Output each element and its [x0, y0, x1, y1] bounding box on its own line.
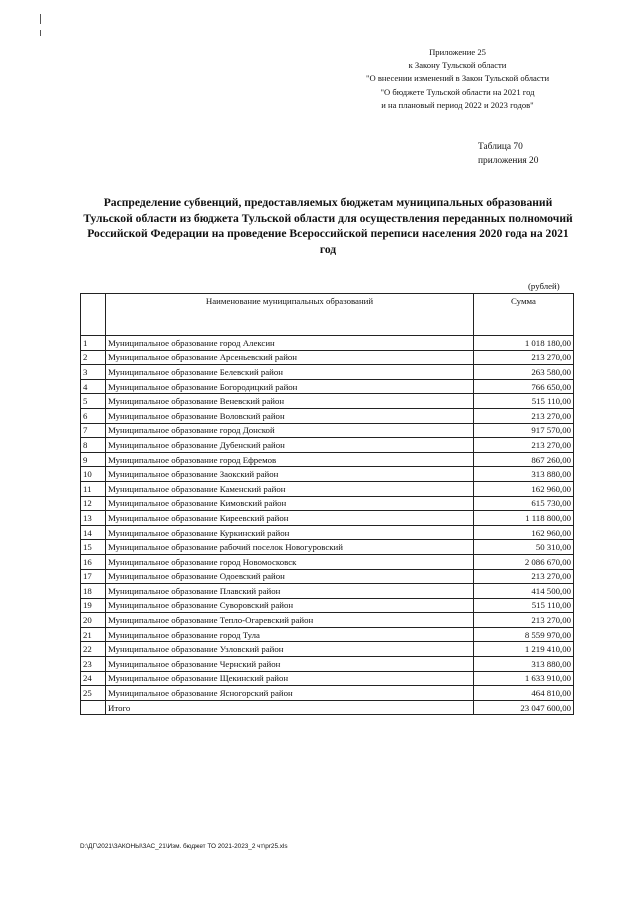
total-sum: 23 047 600,00	[474, 700, 574, 715]
row-number: 14	[81, 525, 106, 540]
row-number: 20	[81, 613, 106, 628]
row-number: 6	[81, 408, 106, 423]
row-name: Муниципальное образование город Ефремов	[106, 452, 474, 467]
row-sum: 464 810,00	[474, 686, 574, 701]
row-number: 4	[81, 379, 106, 394]
row-name: Муниципальное образование Чернский район	[106, 657, 474, 672]
table-row	[81, 511, 574, 526]
row-name: Муниципальное образование Плавский район	[106, 584, 474, 599]
row-name: Муниципальное образование Суворовский район	[106, 598, 474, 613]
table-row	[81, 467, 574, 482]
table-reference	[478, 140, 538, 168]
row-number: 13	[81, 511, 106, 526]
row-sum: 1 219 410,00	[474, 642, 574, 657]
row-number: 7	[81, 423, 106, 438]
header-name: Наименование муниципальных образований	[106, 294, 474, 336]
row-sum: 263 580,00	[474, 365, 574, 380]
row-sum: 414 500,00	[474, 584, 574, 599]
table-row	[81, 627, 574, 642]
row-name: Муниципальное образование Заокский район	[106, 467, 474, 482]
row-number: 21	[81, 627, 106, 642]
row-name: Муниципальное образование Одоевский район	[106, 569, 474, 584]
row-number: 12	[81, 496, 106, 511]
row-number: 3	[81, 365, 106, 380]
row-name: Муниципальное образование Ясногорский район	[106, 686, 474, 701]
row-sum: 515 110,00	[474, 598, 574, 613]
table-row	[81, 584, 574, 599]
row-name: Муниципальное образование Каменский район	[106, 481, 474, 496]
row-name: Муниципальное образование Дубенский район	[106, 438, 474, 453]
table-row	[81, 657, 574, 672]
row-sum: 1 018 180,00	[474, 336, 574, 351]
row-sum: 615 730,00	[474, 496, 574, 511]
appendix-line: "О внесении изменений в Закон Тульской области	[365, 73, 550, 84]
table-row	[81, 365, 574, 380]
appendix-line: Приложение 25	[429, 47, 486, 57]
row-name: Муниципальное образование Веневский район	[106, 394, 474, 409]
row-sum: 50 310,00	[474, 540, 574, 555]
table-row	[81, 686, 574, 701]
row-sum: 162 960,00	[474, 525, 574, 540]
table-row	[81, 569, 574, 584]
row-sum: 162 960,00	[474, 481, 574, 496]
table-row	[81, 394, 574, 409]
table-row	[81, 481, 574, 496]
appendix-line: и на плановый период 2022 и 2023 годов"	[381, 99, 534, 110]
table-row	[81, 671, 574, 686]
scan-mark	[40, 14, 41, 24]
row-sum: 515 110,00	[474, 394, 574, 409]
row-name: Муниципальное образование Арсеньевский район	[106, 350, 474, 365]
row-number: 25	[81, 686, 106, 701]
row-name: Муниципальное образование Кимовский район	[106, 496, 474, 511]
row-name: Муниципальное образование Богородицкий район	[106, 379, 474, 394]
row-name: Муниципальное образование Белевский район	[106, 365, 474, 380]
row-name: Муниципальное образование Щекинский район	[106, 671, 474, 686]
row-number: 18	[81, 584, 106, 599]
row-number: 11	[81, 481, 106, 496]
row-sum: 1 633 910,00	[474, 671, 574, 686]
table-row	[81, 423, 574, 438]
table-row	[81, 525, 574, 540]
row-sum: 213 270,00	[474, 569, 574, 584]
units-label: (рублей)	[528, 281, 560, 291]
document-title: Распределение субвенций, предоставляемых бюджетам муниципальных образований Тульской области из бюджета Тульской области для осуществления переданных полномочий Российской Федерации на проведение Всероссийской переписи населения 2020 года на 2021 год	[83, 196, 573, 256]
header-sum: Сумма	[474, 294, 574, 336]
table-row	[81, 496, 574, 511]
row-sum: 213 270,00	[474, 613, 574, 628]
table-row	[81, 350, 574, 365]
table-ref-line: Таблица 70	[478, 142, 523, 152]
row-number: 1	[81, 336, 106, 351]
row-number: 17	[81, 569, 106, 584]
total-num	[81, 700, 106, 715]
row-name: Муниципальное образование Киреевский район	[106, 511, 474, 526]
row-sum: 867 260,00	[474, 452, 574, 467]
table-row	[81, 613, 574, 628]
row-sum: 213 270,00	[474, 438, 574, 453]
row-name: Муниципальное образование город Новомосковск	[106, 554, 474, 569]
table-row	[81, 336, 574, 351]
row-number: 10	[81, 467, 106, 482]
row-number: 2	[81, 350, 106, 365]
row-name: Муниципальное образование Воловский район	[106, 408, 474, 423]
row-sum: 213 270,00	[474, 408, 574, 423]
row-name: Муниципальное образование город Алексин	[106, 336, 474, 351]
appendix-line: к Закону Тульской области	[408, 60, 507, 71]
appendix-header	[330, 46, 585, 112]
row-number: 22	[81, 642, 106, 657]
row-sum: 213 270,00	[474, 350, 574, 365]
row-sum: 8 559 970,00	[474, 627, 574, 642]
file-path-footer: D:\ДГ\2021\ЗАКОНЫ\ЗАС_21\Изм. бюджет ТО 2021-2023_2 чт\pr25.xls	[80, 843, 288, 850]
row-number: 23	[81, 657, 106, 672]
scan-mark	[40, 30, 41, 36]
row-name: Муниципальное образование Тепло-Огаревский район	[106, 613, 474, 628]
row-number: 24	[81, 671, 106, 686]
subsidies-table	[80, 293, 574, 715]
table-row	[81, 379, 574, 394]
row-sum: 766 650,00	[474, 379, 574, 394]
row-sum: 2 086 670,00	[474, 554, 574, 569]
table-header-row	[81, 294, 574, 336]
row-sum: 917 570,00	[474, 423, 574, 438]
row-number: 16	[81, 554, 106, 569]
row-sum: 313 880,00	[474, 467, 574, 482]
row-number: 9	[81, 452, 106, 467]
row-number: 15	[81, 540, 106, 555]
table-row	[81, 642, 574, 657]
row-name: Муниципальное образование город Тула	[106, 627, 474, 642]
row-name: Муниципальное образование город Донской	[106, 423, 474, 438]
table-row	[81, 408, 574, 423]
row-name: Муниципальное образование Куркинский район	[106, 525, 474, 540]
row-number: 5	[81, 394, 106, 409]
table-row	[81, 452, 574, 467]
row-name: Муниципальное образование Узловский район	[106, 642, 474, 657]
table-row	[81, 554, 574, 569]
row-name: Муниципальное образование рабочий поселок Новогуровский	[106, 540, 474, 555]
header-num	[81, 294, 106, 336]
table-ref-line: приложения 20	[478, 156, 539, 166]
table-row	[81, 598, 574, 613]
appendix-line: "О бюджете Тульской области на 2021 год	[380, 86, 535, 97]
table-row	[81, 540, 574, 555]
row-sum: 1 118 800,00	[474, 511, 574, 526]
total-label: Итого	[106, 700, 474, 715]
row-number: 8	[81, 438, 106, 453]
total-row	[81, 700, 574, 715]
row-sum: 313 880,00	[474, 657, 574, 672]
table-row	[81, 438, 574, 453]
row-number: 19	[81, 598, 106, 613]
